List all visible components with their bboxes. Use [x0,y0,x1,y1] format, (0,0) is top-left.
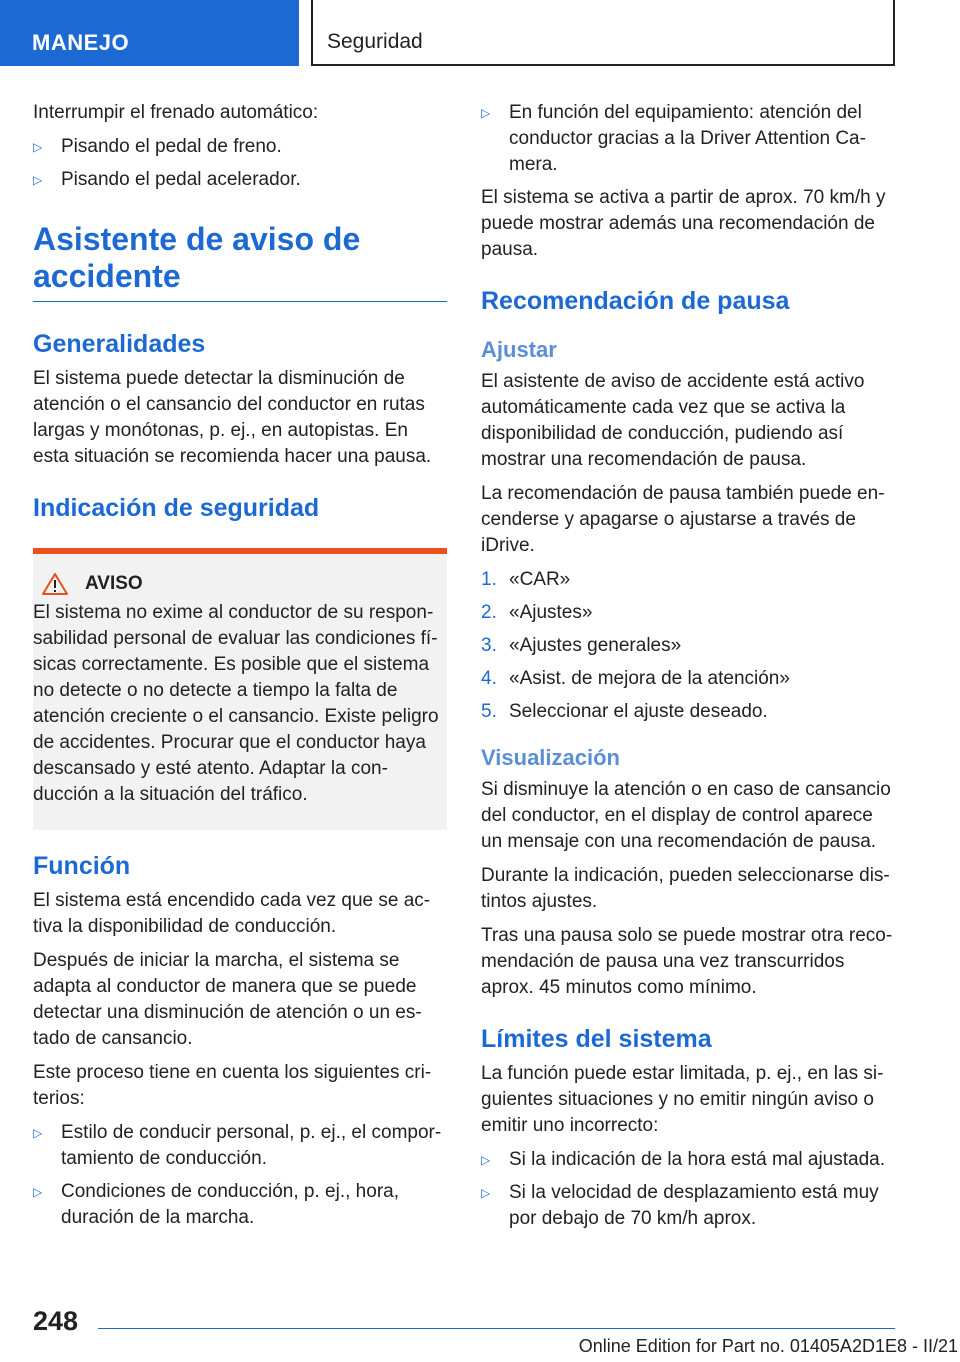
warning-triangle-icon [41,572,69,596]
adjust-text-1: El asistente de aviso de accidente está activo automáticamente cada vez que se activa la disponibilidad de conducción, pudiendo así mostrar una recomendación de pausa. [481,371,865,470]
triangle-bullet-icon: ▷ [33,140,43,154]
subheading-adjust: Ajustar [481,337,557,362]
section-tab: Seguridad [311,0,895,66]
list-item: ▷ En función del equipamiento: atención del conductor gracias a la Driver Attention Camera. [481,102,866,175]
list-item: 2. «Ajustes» [481,602,593,623]
section-heading-function: Función [33,852,131,880]
display-text-2: Durante la indicación, pueden seleccionarse distintos ajustes. [481,865,890,912]
chapter-tab: MANEJO [0,0,299,66]
criteria-continued-list [481,100,895,178]
list-item: ▷ Si la velocidad de desplazamiento está muy por debajo de 70 km/h aprox. [481,1182,879,1229]
list-item: ▷ Estilo de conducir personal, p. ej., el comportamiento de conducción. [33,1122,442,1169]
section-heading-safety: Indicación de seguridad [33,494,320,522]
list-item: ▷ Si la indicación de la hora está mal ajustada. [481,1147,895,1173]
function-text-2: Después de iniciar la marcha, el sistema se adapta al conductor de manera que se puede detectar una disminución de atención o un estado de cansancio. [33,950,422,1049]
display-text-1: Si disminuye la atención o en caso de cansancio del conductor, en el display de control aparece un mensaje con una recomendación de pausa. [481,779,891,852]
footer-divider [98,1328,895,1329]
criteria-bullet-list [33,1120,447,1231]
subheading-display: Visualización [481,745,620,770]
list-item: ▷ Condiciones de conducción, p. ej., hora, duración de la marcha. [33,1181,399,1228]
function-text-3: Este proceso tiene en cuenta los siguientes criterios: [33,1062,432,1109]
triangle-bullet-icon: ▷ [481,106,491,120]
page-number: 248 [33,1306,79,1336]
list-item: 3. «Ajustes generales» [481,635,682,656]
chapter-title: Asistente de aviso de accidente [33,221,447,302]
intro-text: Interrumpir el frenado automático: [33,102,319,123]
right-column [481,100,895,1239]
steps-list [481,567,895,725]
triangle-bullet-icon: ▷ [33,1126,43,1140]
triangle-bullet-icon: ▷ [481,1153,491,1167]
function-text-1: El sistema está encendido cada vez que se activa la disponibilidad de conducción. [33,890,431,937]
section-heading-general: Generalidades [33,330,206,358]
activation-text: El sistema se activa a partir de aprox. 70 km/h y puede mostrar además una recomendación de pausa. [481,187,886,260]
triangle-bullet-icon: ▷ [481,1186,491,1200]
page-header [0,0,960,66]
list-item: ▷ Pisando el pedal acelerador. [33,167,447,193]
warning-title: AVISO [85,573,143,594]
display-text-3: Tras una pausa solo se puede mostrar otra recomendación de pausa una vez transcurridos aprox. 45 minutos como mínimo. [481,925,893,998]
page-footer [0,1290,960,1362]
edition-text: Online Edition for Part no. 01405A2D1E8 - II/21 [578,1336,958,1356]
intro-bullet-list [33,134,447,193]
left-column [33,100,447,1238]
warning-text: El sistema no exime al conductor de su responsabilidad personal de evaluar las condiciones físicas correctamente. Es posible que el sistema no detecte o no detecte a tiempo la falta de atención creciente o el cansancio. Existe peligro de accidentes. Procurar que el conductor haya descansado y esté atento. Adaptar la conducción a la situación del tráfico. [33,602,439,805]
section-heading-pause: Recomendación de pausa [481,287,790,315]
warning-header [33,572,447,596]
section-heading-limits: Límites del sistema [481,1025,712,1053]
limits-text: La función puede estar limitada, p. ej., en las siguientes situaciones y no emitir ningún aviso o emitir uno incorrecto: [481,1063,884,1136]
list-item: 1. «CAR» [481,569,571,590]
adjust-text-2: La recomendación de pausa también puede encenderse y apagarse o ajustarse a través de iDrive. [481,483,885,556]
warning-box [33,548,447,830]
triangle-bullet-icon: ▷ [33,1185,43,1199]
triangle-bullet-icon: ▷ [33,173,43,187]
general-text: El sistema puede detectar la disminución de atención o el cansancio del conductor en rutas largas y monótonas, p. ej., en autopistas. En esta situación se recomienda hacer una pausa. [33,368,432,467]
list-item: 5. Seleccionar el ajuste deseado. [481,701,768,722]
limits-bullet-list [481,1147,895,1232]
list-item: 4. «Asist. de mejora de la atención» [481,668,790,689]
list-item: ▷ Pisando el pedal de freno. [33,134,447,160]
